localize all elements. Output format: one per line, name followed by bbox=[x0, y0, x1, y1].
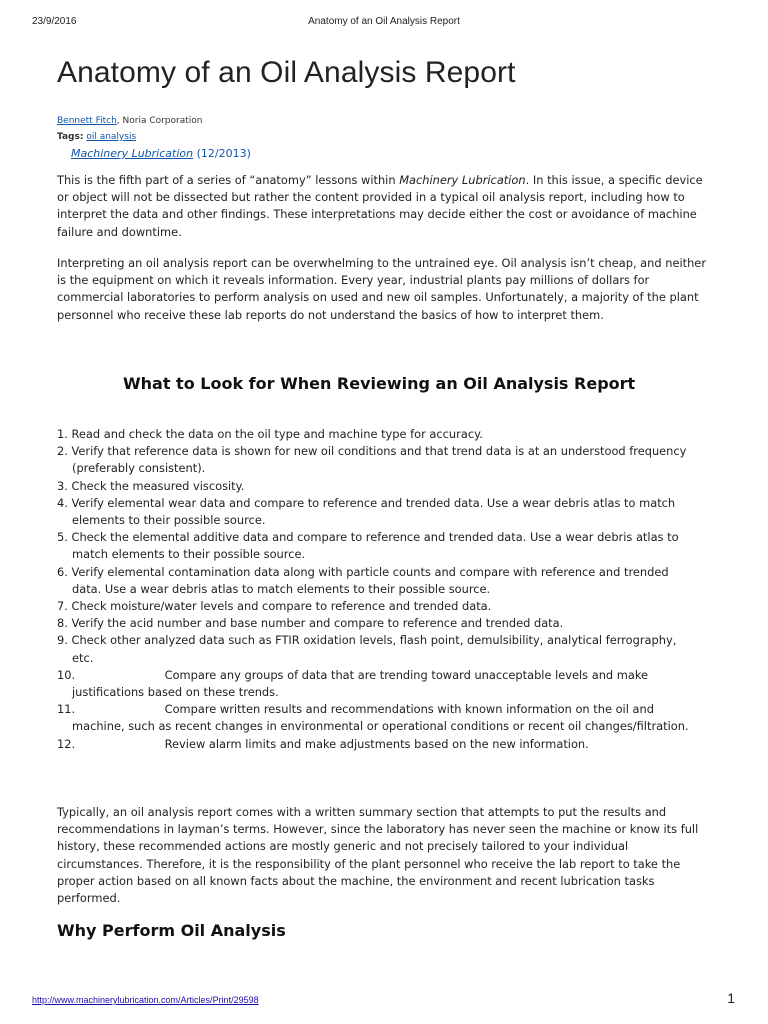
step-number: 2. bbox=[57, 444, 68, 459]
print-footer bbox=[0, 990, 768, 1010]
review-step bbox=[57, 736, 697, 753]
body-paragraph-2: Interpreting an oil analysis report can be overwhelming to the untrained eye. Oil analysis isn’t cheap, and neither is the equipment on which it reveals information. Every year, industrial plants pay millions of dollars for commercial laboratories to perform analysis on used and new oil samples. Unfortunately, a majority of the plant personnel who receive these lab reports do not understand the basics of how to interpret them. bbox=[57, 256, 706, 322]
step-number: 3. bbox=[57, 478, 68, 493]
page-number: 1 bbox=[727, 990, 735, 1006]
review-step bbox=[57, 701, 697, 735]
step-text: Verify the acid number and base number and compare to reference and trended data. bbox=[71, 616, 564, 631]
step-number: 10. bbox=[57, 667, 76, 682]
step-number: 1. bbox=[57, 427, 68, 441]
print-header-title: Anatomy of an Oil Analysis Report bbox=[308, 16, 460, 27]
body-paragraph-3: Typically, an oil analysis report comes with a written summary section that attempts to put the results and recommendations in layman’s terms. However, since the laboratory has never seen the machine or know its full history, these recommended actions are mostly generic and not precisely tailored to your individual circumstances. Therefore, it is the responsibility of the plant personnel who receive the lab report to take the proper action based on all known facts about the machine, the environment and recent lubrication tasks performed. bbox=[57, 805, 699, 906]
step-number: 8. bbox=[57, 616, 68, 631]
review-step bbox=[57, 426, 697, 443]
step-number: 11. bbox=[57, 702, 76, 717]
step-text: Check moisture/water levels and compare to reference and trended data. bbox=[71, 599, 492, 614]
print-date: 23/9/2016 bbox=[32, 16, 77, 27]
print-url-link[interactable]: http://www.machinerylubrication.com/Articles/Print/29598 bbox=[32, 995, 259, 1005]
issue-link[interactable] bbox=[71, 147, 251, 160]
step-number: 9. bbox=[57, 633, 68, 648]
intro-emphasis: Machinery Lubrication bbox=[399, 173, 526, 187]
step-number: 6. bbox=[57, 564, 68, 579]
intro-text-1: This is the fifth part of a series of “anatomy” lessons within bbox=[57, 173, 400, 187]
step-text: Verify that reference data is shown for new oil conditions and that trend data is at an understood frequency (preferably consistent). bbox=[71, 444, 687, 476]
issue-date[interactable]: (12/2013) bbox=[193, 147, 251, 160]
review-step bbox=[57, 598, 697, 615]
author-organization: , Noria Corporation bbox=[116, 116, 203, 126]
intro-paragraph bbox=[57, 172, 717, 241]
magazine-name[interactable]: Machinery Lubrication bbox=[71, 147, 194, 160]
tag-link-oil-analysis[interactable]: oil analysis bbox=[86, 132, 137, 142]
step-number: 12. bbox=[57, 736, 76, 751]
step-text: Verify elemental wear data and compare to reference and trended data. Use a wear debris atlas to match elements to their possible source. bbox=[71, 495, 676, 528]
tags-label: Tags: bbox=[57, 132, 84, 142]
author-link[interactable]: Bennett Fitch bbox=[57, 116, 117, 126]
review-steps-list bbox=[57, 426, 697, 753]
step-number: 7. bbox=[57, 599, 68, 614]
review-step bbox=[57, 632, 697, 666]
review-step bbox=[57, 667, 697, 701]
step-text: Check the measured viscosity. bbox=[71, 478, 245, 493]
review-step bbox=[57, 529, 697, 563]
section-subheading: What to Look for When Reviewing an Oil Analysis Report bbox=[123, 374, 636, 393]
tags bbox=[57, 132, 136, 142]
review-step bbox=[57, 478, 697, 495]
step-text: Compare any groups of data that are trending toward unacceptable levels and make justifications based on these trends. bbox=[72, 667, 649, 700]
byline bbox=[57, 116, 202, 126]
review-step bbox=[57, 443, 697, 477]
step-text: Read and check the data on the oil type and machine type for accuracy. bbox=[71, 427, 483, 441]
review-step bbox=[57, 564, 697, 598]
print-header bbox=[0, 0, 768, 30]
step-text: Check other analyzed data such as FTIR oxidation levels, flash point, demulsibility, analytical ferrography, etc. bbox=[71, 633, 677, 665]
article-title: Anatomy of an Oil Analysis Report bbox=[57, 56, 516, 89]
section-heading-why: Why Perform Oil Analysis bbox=[57, 921, 286, 940]
step-text: Check the elemental additive data and compare to reference and trended data. Use a wear debris atlas to match elements to their possible source. bbox=[71, 530, 679, 562]
review-step bbox=[57, 495, 697, 529]
review-step bbox=[57, 615, 697, 632]
step-text: Compare written results and recommendations with known information on the oil and machine, such as recent changes in environmental or operational conditions or recent oil changes/filtration. bbox=[72, 702, 689, 734]
step-text: Review alarm limits and make adjustments based on the new information. bbox=[164, 736, 589, 751]
step-text: Verify elemental contamination data along with particle counts and compare with reference and trended data. Use a wear debris atlas to match elements to their possible source. bbox=[71, 564, 669, 596]
step-number: 5. bbox=[57, 530, 68, 545]
intro-text-2: . In this issue, a specific device or object will not be dissected but rather the content provided in a typical oil analysis report, including how to interpret the data and other findings. These interpretations may decide either the cost or avoidance of machine failure and downtime. bbox=[57, 173, 703, 239]
step-number: 4. bbox=[57, 495, 68, 510]
